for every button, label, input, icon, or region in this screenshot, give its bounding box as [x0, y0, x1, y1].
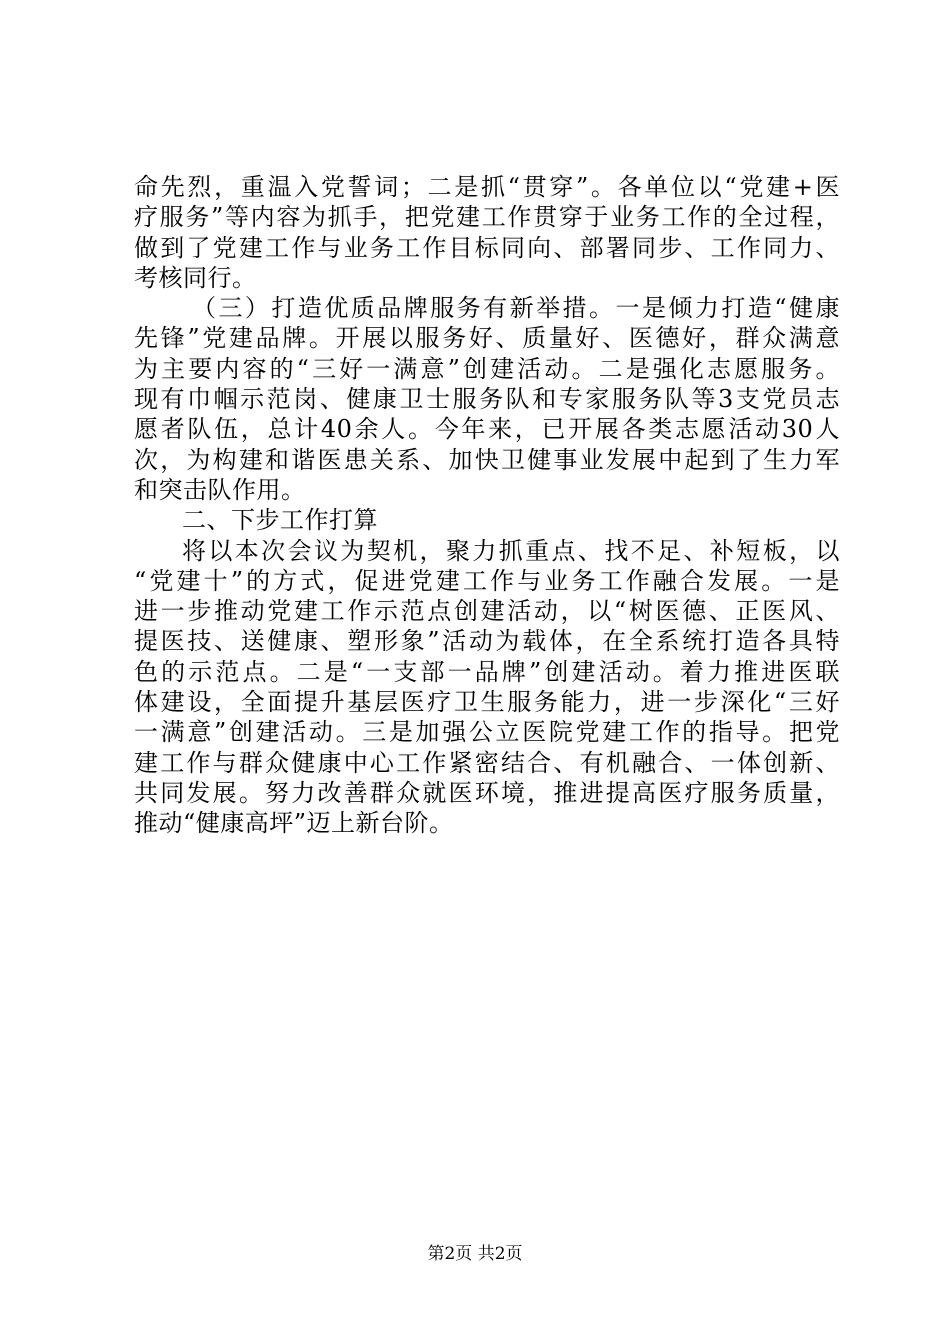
- text-line: 先锋”党建品牌。开展以服务好、质量好、医德好，群众满意: [134, 324, 840, 353]
- text-line: 进一步推动党建工作示范点创建活动，以“树医德、正医风、: [134, 597, 840, 626]
- paragraph: [134, 293, 840, 505]
- text-line: 推动“健康高坪”迈上新台阶。: [134, 809, 454, 838]
- document-body: [134, 172, 840, 839]
- text-line: 色的示范点。二是“一支部一品牌”创建活动。着力推进医联: [134, 657, 840, 686]
- text-line: 疗服务”等内容为抓手，把党建工作贯穿于业务工作的全过程，: [134, 203, 840, 232]
- page-number-footer: 第2页 共2页: [427, 1244, 523, 1264]
- text-line: 一满意”创建活动。三是加强公立医院党建工作的指导。把党: [134, 718, 840, 747]
- text-line: 命先烈，重温入党誓词；二是抓“贯穿”。各单位以“党建+医: [134, 173, 840, 201]
- paragraph: [134, 536, 840, 839]
- section-heading: [134, 505, 840, 535]
- text-line: 将以本次会议为契机，聚力抓重点、找不足、补短板，以: [182, 536, 840, 565]
- text-line: 考核同行。: [134, 263, 257, 292]
- text-line: 次，为构建和谐医患关系、加快卫健事业发展中起到了生力军: [134, 445, 840, 474]
- paragraph: [134, 172, 840, 293]
- text-line: 共同发展。努力改善群众就医环境，推进提高医疗服务质量，: [134, 778, 840, 807]
- text-line: 和突击队作用。: [134, 475, 306, 504]
- text-line: 体建设，全面提升基层医疗卫生服务能力，进一步深化“三好: [134, 688, 840, 717]
- text-line: 现有巾帼示范岗、健康卫士服务队和专家服务队等3支党员志: [134, 385, 840, 414]
- text-line: 为主要内容的“三好一满意”创建活动。二是强化志愿服务。: [134, 354, 840, 383]
- text-line: （三）打造优质品牌服务有新举措。一是倾力打造“健康: [192, 294, 840, 323]
- heading-line: 二、下步工作打算: [182, 506, 378, 535]
- text-line: 建工作与群众健康中心工作紧密结合、有机融合、一体创新、: [134, 748, 840, 777]
- text-line: 愿者队伍，总计40余人。今年来，已开展各类志愿活动30人: [134, 415, 840, 444]
- text-line: 做到了党建工作与业务工作目标同向、部署同步、工作同力、: [134, 233, 840, 262]
- text-line: 提医技、送健康、塑形象”活动为载体，在全系统打造各具特: [134, 627, 840, 656]
- text-line: “党建十”的方式，促进党建工作与业务工作融合发展。一是: [134, 566, 840, 595]
